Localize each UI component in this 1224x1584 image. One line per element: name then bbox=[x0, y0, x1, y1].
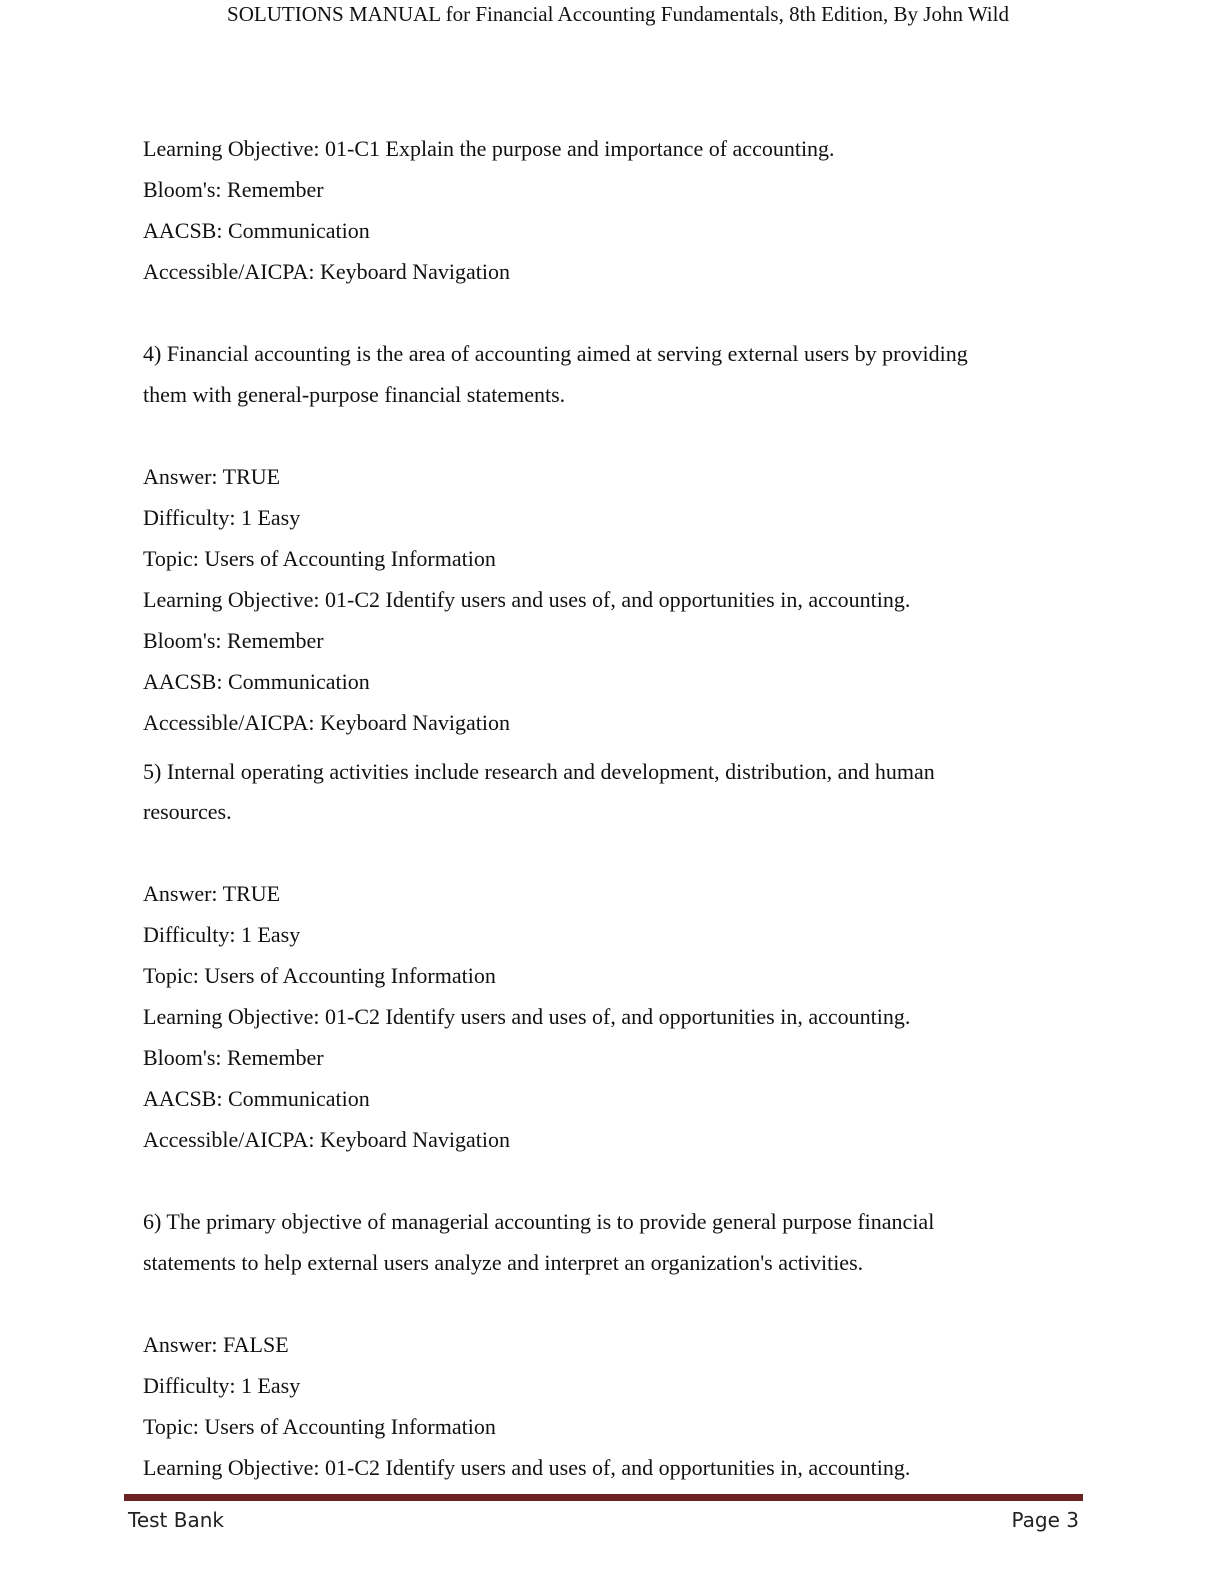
q4-question-line-2: them with general-purpose financial statements. bbox=[143, 382, 566, 407]
q5-question-line-2: resources. bbox=[143, 799, 232, 824]
q6-difficulty: Difficulty: 1 Easy bbox=[143, 1373, 301, 1398]
q3-accessible: Accessible/AICPA: Keyboard Navigation bbox=[143, 259, 511, 284]
q4-answer: Answer: TRUE bbox=[143, 464, 281, 489]
q5-learning-objective: Learning Objective: 01-C2 Identify users and uses of, and opportunities in, accounting. bbox=[143, 1004, 911, 1029]
q6-learning-objective: Learning Objective: 01-C2 Identify users and uses of, and opportunities in, accounting. bbox=[143, 1455, 911, 1480]
q6-answer: Answer: FALSE bbox=[143, 1332, 289, 1357]
page-number: Page 3 bbox=[1011, 1508, 1079, 1532]
q5-aacsb: AACSB: Communication bbox=[143, 1086, 370, 1111]
footer-divider bbox=[124, 1494, 1083, 1501]
running-header: SOLUTIONS MANUAL for Financial Accounting Fundamentals, 8th Edition, By John Wild bbox=[227, 2, 1009, 26]
q4-question-line-1: 4) Financial accounting is the area of accounting aimed at serving external users by providing bbox=[143, 341, 968, 366]
q3-aacsb: AACSB: Communication bbox=[143, 218, 370, 243]
q5-blooms: Bloom's: Remember bbox=[143, 1045, 324, 1070]
q5-topic: Topic: Users of Accounting Information bbox=[143, 963, 496, 988]
q6-question-line-1: 6) The primary objective of managerial accounting is to provide general purpose financial bbox=[143, 1209, 935, 1234]
q3-blooms: Bloom's: Remember bbox=[143, 177, 324, 202]
q6-question-line-2: statements to help external users analyze and interpret an organization's activities. bbox=[143, 1250, 864, 1275]
q4-accessible: Accessible/AICPA: Keyboard Navigation bbox=[143, 710, 511, 735]
q5-difficulty: Difficulty: 1 Easy bbox=[143, 922, 301, 947]
footer-left-label: Test Bank bbox=[128, 1508, 224, 1532]
q3-learning-objective: Learning Objective: 01-C1 Explain the purpose and importance of accounting. bbox=[143, 136, 835, 161]
q5-answer: Answer: TRUE bbox=[143, 881, 281, 906]
q6-topic: Topic: Users of Accounting Information bbox=[143, 1414, 496, 1439]
q4-topic: Topic: Users of Accounting Information bbox=[143, 546, 496, 571]
q4-difficulty: Difficulty: 1 Easy bbox=[143, 505, 301, 530]
q5-question-line-1: 5) Internal operating activities include research and development, distribution, and human bbox=[143, 759, 935, 784]
q4-blooms: Bloom's: Remember bbox=[143, 628, 324, 653]
q5-accessible: Accessible/AICPA: Keyboard Navigation bbox=[143, 1127, 511, 1152]
q4-learning-objective: Learning Objective: 01-C2 Identify users and uses of, and opportunities in, accounting. bbox=[143, 587, 911, 612]
q4-aacsb: AACSB: Communication bbox=[143, 669, 370, 694]
